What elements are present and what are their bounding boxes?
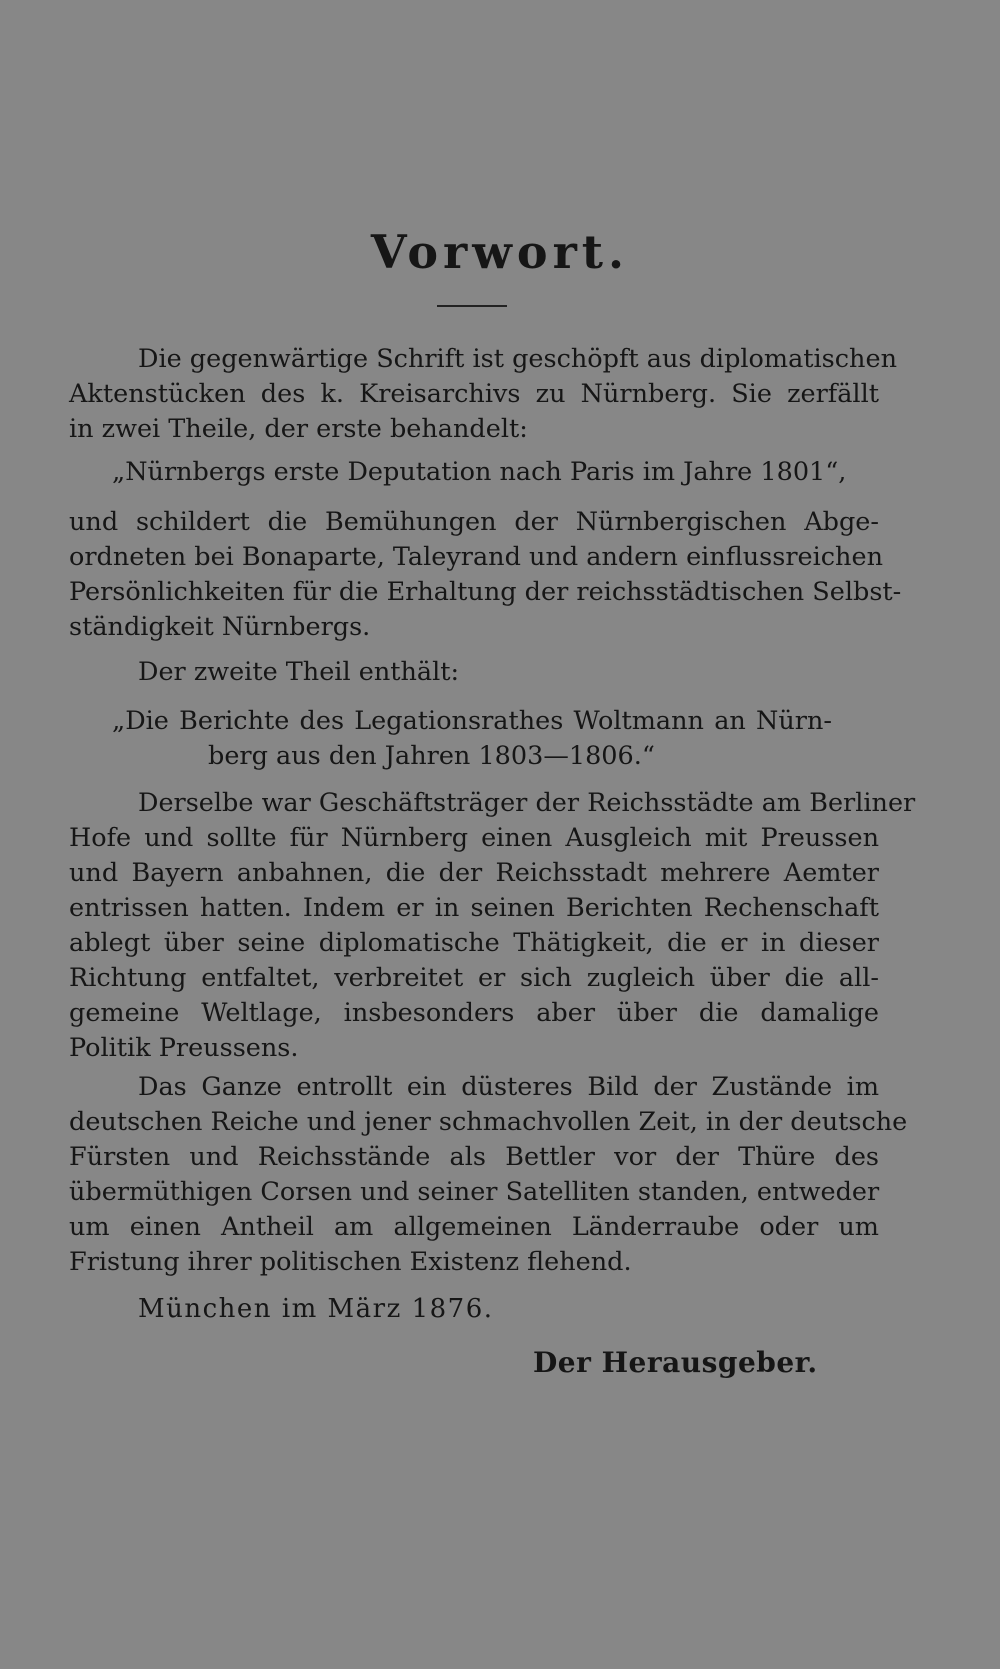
- quote-first-part: „Nürnbergs erste Deputation nach Paris im Jahre 1801“,: [112, 457, 847, 487]
- text-line: deutschen Reiche und jener schmachvollen Zeit, in der deutsche: [69, 1107, 908, 1137]
- text-line: um einen Antheil am allgemeinen Länderraube oder um: [69, 1212, 879, 1242]
- text-line: gemeine Weltlage, insbesonders aber über die damalige: [69, 998, 879, 1028]
- text-line: Persönlichkeiten für die Erhaltung der reichsstädtischen Selbst-: [69, 577, 902, 607]
- text-line: entrissen hatten. Indem er in seinen Berichten Rechenschaft: [69, 893, 879, 923]
- paragraph-first-part-description: [69, 505, 902, 645]
- text-line: ablegt über seine diplomatische Thätigkeit, die er in dieser: [69, 928, 879, 958]
- text-line: Hofe und sollte für Nürnberg einen Ausgleich mit Preussen: [69, 823, 879, 853]
- paragraph-second-part-intro: Der zweite Theil enthält:: [138, 657, 460, 687]
- signature: Der Herausgeber.: [533, 1346, 818, 1379]
- text-line: Das Ganze entrollt ein düsteres Bild der Zustände im: [138, 1072, 879, 1102]
- text-line: berg aus den Jahren 1803—1806.“: [208, 741, 655, 771]
- text-line: übermüthigen Corsen und seiner Satelliten standen, entweder: [69, 1177, 880, 1207]
- text-line: und Bayern anbahnen, die der Reichsstadt mehrere Aemter: [69, 858, 879, 888]
- text-line: Aktenstücken des k. Kreisarchivs zu Nürnberg. Sie zerfällt: [69, 379, 879, 409]
- text-line: Fristung ihrer politischen Existenz flehend.: [69, 1247, 632, 1277]
- place-and-date: München im März 1876.: [138, 1294, 494, 1324]
- quote-second-part: [112, 704, 832, 774]
- text-line: in zwei Theile, der erste behandelt:: [69, 414, 528, 444]
- paragraph-woltmann: [69, 786, 916, 1066]
- text-line: Die gegenwärtige Schrift ist geschöpft aus diplomatischen: [138, 344, 897, 374]
- text-line: „Die Berichte des Legationsrathes Woltmann an Nürn-: [112, 706, 832, 736]
- text-line: ordneten bei Bonaparte, Taleyrand und andern einflussreichen: [69, 542, 883, 572]
- text-line: Richtung entfaltet, verbreitet er sich zugleich über die all-: [69, 963, 879, 993]
- paragraph-intro: [69, 342, 897, 447]
- text-line: Derselbe war Geschäftsträger der Reichsstädte am Berliner: [138, 788, 916, 818]
- text-line: Politik Preussens.: [69, 1033, 299, 1063]
- paragraph-conclusion: [69, 1070, 908, 1280]
- text-line: und schildert die Bemühungen der Nürnbergischen Abge-: [69, 507, 879, 537]
- title-divider: [437, 305, 507, 307]
- text-line: Fürsten und Reichsstände als Bettler vor der Thüre des: [69, 1142, 879, 1172]
- page-title: Vorwort.: [370, 225, 630, 279]
- text-line: ständigkeit Nürnbergs.: [69, 612, 371, 642]
